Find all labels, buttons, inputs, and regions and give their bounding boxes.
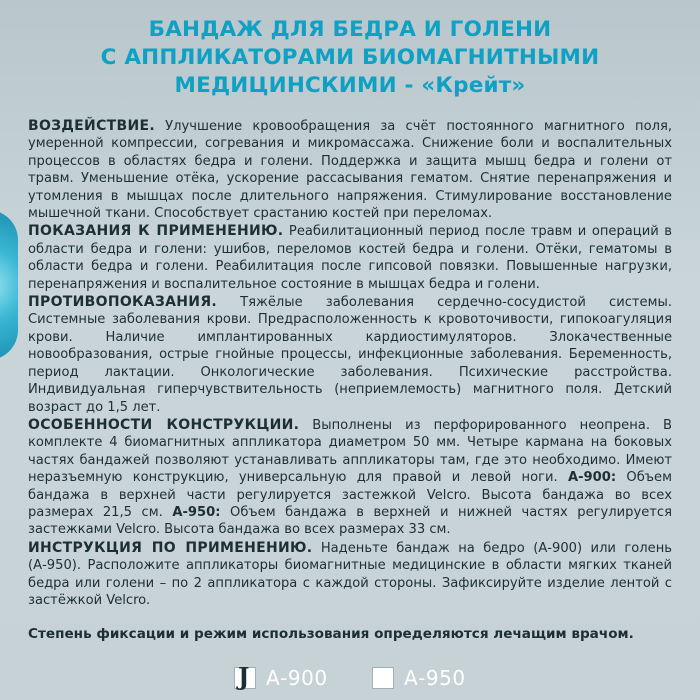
fixation-note: Степень фиксации и режим использования определяются лечащим врачом. [28, 626, 634, 642]
section-text: Тяжёлые заболевания сердечно-сосудистой системы. Системные заболевания крови. Предрасположенность к кровоточивости, гипокоагуляция крови. Наличие имплантированных кардиостимуляторов. Злокачественные новообразования, острые гнойные процессы, инфекционные заболевания. Беременность, период лактации. Онкологические заболевания. Психические расстройства. Индивидуальная гиперчувствительность (неприемлемость) магнитного поля. Детский возраст до 1,5 лет. [28, 295, 672, 415]
section-text: Выполнены из перфорированного неопрена. В комплекте 4 биомагнитных аппликатора диаметром 50 мм. Четыре кармана на боковых частях бандажей позволяют устанавливать аппликаторы там, где это необходимо. Имеют неразъемную конструкцию, универсальную для правой и левой ноги. [28, 417, 673, 486]
title-line-2: С АППЛИКАТОРАМИ БИОМАГНИТНЫМИ [100, 45, 600, 70]
section-text: Наденьте бандаж на бедро (А-900) или голень (А-950). Расположите аппликаторы биомагнитные медицинские в области мягких тканей бедра или голени – по 2 аппликатора с каждой стороны. Зафиксируйте изделие лентой с застёжкой Velcro. [28, 540, 672, 608]
section-heading: ПРОТИВОПОКАЗАНИЯ. [28, 294, 218, 311]
section-heading: ПОКАЗАНИЯ К ПРИМЕНЕНИЮ. [28, 223, 284, 240]
section-text: Объем бандажа в верхней части регулируется застежкой Velcro. Высота бандажа во всех размерах 21,5 см. [28, 470, 672, 520]
section-heading: ВОЗДЕЙСТВИЕ. [28, 118, 155, 134]
section-design [28, 417, 672, 539]
title-line-3: МЕДИЦИНСКИМИ - «Крейт» [174, 73, 526, 98]
option-a950 [372, 665, 466, 691]
option-label-a900: А-900 [266, 666, 328, 690]
model-code-a950: А-950: [172, 504, 221, 520]
section-heading: ИНСТРУКЦИЯ ПО ПРИМЕНЕНИЮ. [28, 539, 313, 556]
product-title [40, 16, 660, 100]
description-body [28, 118, 672, 610]
checkmark-icon: J [238, 662, 250, 691]
checkbox-a950 [372, 667, 394, 689]
option-label-a950: А-950 [404, 666, 466, 690]
section-instructions [28, 540, 672, 610]
model-code-a900: А-900: [567, 470, 617, 486]
decorative-blue-accent [0, 210, 18, 360]
section-heading: ОСОБЕННОСТИ КОНСТРУКЦИИ. [28, 416, 300, 433]
checkbox-a900 [234, 662, 256, 691]
section-text: Улучшение кровообращения за счёт постоянного магнитного поля, умеренной компрессии, согревания и микромассажа. Снижение боли и воспалительных процессов в областях бедра и голени. Поддержка и защита мышц бедра и голени от травм. Уменьшение отёка, ускорение рассасывания гематом. Снятие перенапряжения и утомления в мышцах после длительного напряжения. Стимулирование восстановление мышечной ткани. Способствует срастанию костей при переломах. [28, 119, 672, 222]
section-contraindications [28, 294, 672, 416]
section-text: Объем бандажа в верхней и нижней частях регулируется застежками Velcro. Высота бандажа во всех размерах 33 см. [28, 504, 672, 538]
section-effect [28, 118, 672, 222]
option-a900 [234, 662, 328, 691]
section-indications [28, 223, 672, 293]
title-line-1: БАНДАЖ ДЛЯ БЕДРА И ГОЛЕНИ [148, 17, 552, 42]
section-text: Реабилитационный период после травм и операций в области бедра и голени: ушибов, переломов костей бедра и голени. Отёки, гематомы в области бедра и голени. Реабилитация после гипсовой повязки. Повышенные нагрузки, перенапряжения и воспалительное состояние в мышцах бедра и голени. [28, 224, 672, 292]
